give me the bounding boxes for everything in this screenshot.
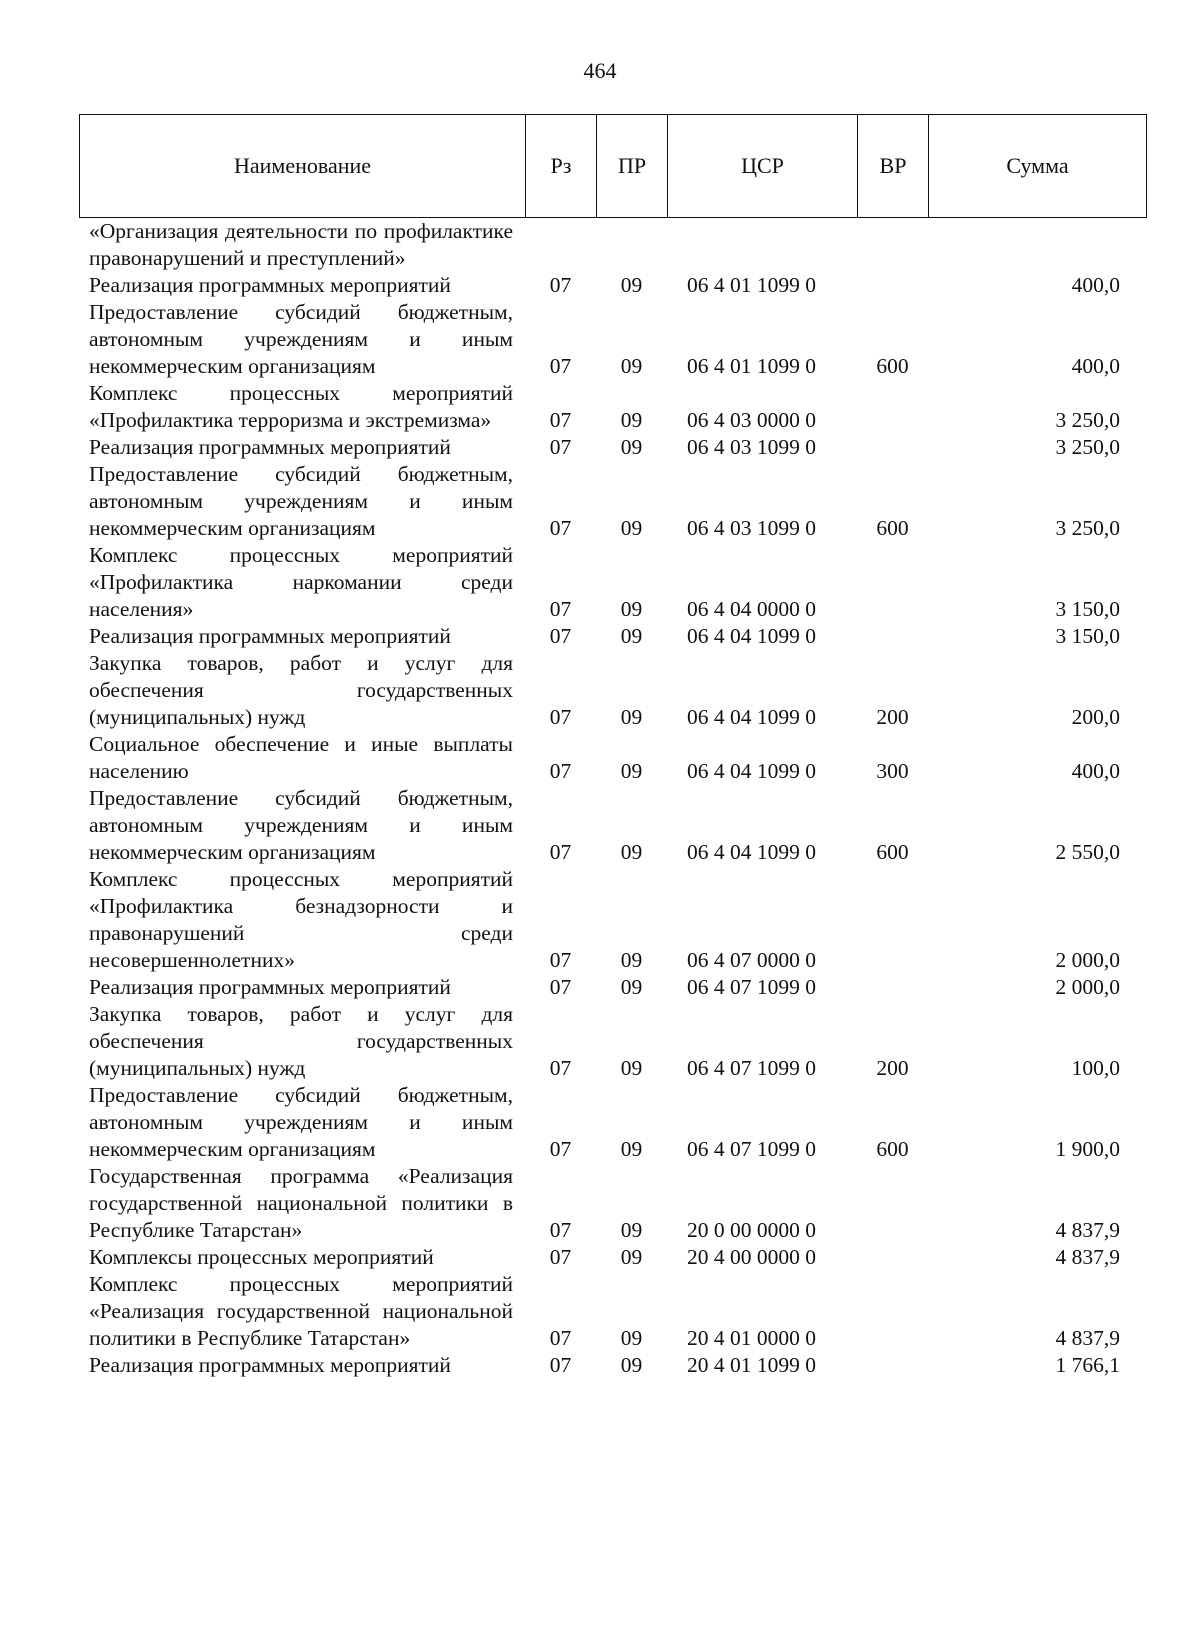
table-row — [79, 299, 1146, 380]
row-csr: 06 4 04 1099 0 — [687, 840, 816, 864]
row-sum: 3 250,0 — [1055, 516, 1120, 540]
row-csr: 20 4 01 0000 0 — [687, 1326, 816, 1350]
row-csr: 06 4 03 1099 0 — [687, 435, 816, 459]
row-sum: 400,0 — [1071, 759, 1120, 783]
row-pr: 09 — [620, 1353, 643, 1377]
row-name: Реализация программных мероприятий — [89, 624, 451, 648]
row-name: Предоставление субсидий бюджетным, автономным учреждениям и иным некоммерческим организациям — [89, 300, 513, 378]
row-csr: 06 4 01 1099 0 — [687, 354, 816, 378]
row-sum: 1 900,0 — [1055, 1137, 1120, 1161]
row-name: Реализация программных мероприятий — [89, 1353, 451, 1377]
table-row — [79, 1001, 1146, 1082]
header-vr: ВР — [858, 115, 929, 218]
row-sum: 4 837,9 — [1055, 1218, 1120, 1242]
row-sum: 400,0 — [1071, 273, 1120, 297]
row-name: Государственная программа «Реализация государственной национальной политики в Республике Татарстан» — [89, 1164, 513, 1242]
row-csr: 06 4 04 1099 0 — [687, 705, 816, 729]
row-pr: 09 — [620, 705, 643, 729]
row-csr: 06 4 07 1099 0 — [687, 1056, 816, 1080]
row-vr: 200 — [876, 1056, 909, 1080]
row-sum: 3 150,0 — [1055, 597, 1120, 621]
row-sum: 2 000,0 — [1055, 975, 1120, 999]
row-name: Комплекс процессных мероприятий «Реализация государственной национальной политики в Республике Татарстан» — [89, 1272, 513, 1350]
table-header — [79, 114, 1147, 218]
row-pr: 09 — [620, 408, 643, 432]
header-csr: ЦСР — [668, 115, 858, 218]
table-row — [79, 650, 1146, 731]
row-pr: 09 — [620, 948, 643, 972]
row-pr: 09 — [620, 516, 643, 540]
table-row — [79, 1244, 1146, 1271]
header-rz: Рз — [526, 115, 597, 218]
row-sum: 200,0 — [1071, 705, 1120, 729]
table-row — [79, 1271, 1146, 1352]
row-name: Закупка товаров, работ и услуг для обеспечения государственных (муниципальных) нужд — [89, 651, 513, 729]
row-rz: 07 — [549, 1326, 572, 1350]
row-name: «Организация деятельности по профилактике правонарушений и преступлений» — [89, 219, 513, 270]
row-sum: 4 837,9 — [1055, 1245, 1120, 1269]
row-name: Социальное обеспечение и иные выплаты населению — [89, 732, 513, 783]
row-rz: 07 — [549, 273, 572, 297]
row-vr: 300 — [876, 759, 909, 783]
row-name: Комплекс процессных мероприятий «Профилактика безнадзорности и правонарушений среди несовершеннолетних» — [89, 867, 513, 972]
table-row — [79, 1163, 1146, 1244]
row-sum: 2 550,0 — [1055, 840, 1120, 864]
row-sum: 3 150,0 — [1055, 624, 1120, 648]
row-name: Предоставление субсидий бюджетным, автономным учреждениям и иным некоммерческим организациям — [89, 786, 513, 864]
table-row — [79, 1082, 1146, 1163]
table-row — [79, 434, 1146, 461]
row-rz: 07 — [549, 705, 572, 729]
row-pr: 09 — [620, 1326, 643, 1350]
row-csr: 20 0 00 0000 0 — [687, 1218, 816, 1242]
row-name: Реализация программных мероприятий — [89, 975, 451, 999]
row-vr: 200 — [876, 705, 909, 729]
row-pr: 09 — [620, 1137, 643, 1161]
row-rz: 07 — [549, 840, 572, 864]
row-rz: 07 — [549, 1137, 572, 1161]
row-sum: 1 766,1 — [1055, 1353, 1120, 1377]
row-sum: 3 250,0 — [1055, 408, 1120, 432]
row-csr: 06 4 07 0000 0 — [687, 948, 816, 972]
row-sum: 4 837,9 — [1055, 1326, 1120, 1350]
table-row — [79, 461, 1146, 542]
row-rz: 07 — [549, 975, 572, 999]
table-row — [79, 1352, 1146, 1379]
row-name: Предоставление субсидий бюджетным, автономным учреждениям и иным некоммерческим организациям — [89, 1083, 513, 1161]
table-row — [79, 218, 1146, 272]
row-pr: 09 — [620, 975, 643, 999]
row-rz: 07 — [549, 948, 572, 972]
table-row — [79, 866, 1146, 974]
row-rz: 07 — [549, 1218, 572, 1242]
row-name: Комплекс процессных мероприятий «Профилактика терроризма и экстремизма» — [89, 381, 513, 432]
row-pr: 09 — [620, 759, 643, 783]
table-row — [79, 731, 1146, 785]
row-sum: 2 000,0 — [1055, 948, 1120, 972]
row-pr: 09 — [620, 435, 643, 459]
table-row — [79, 272, 1146, 299]
row-csr: 20 4 00 0000 0 — [687, 1245, 816, 1269]
row-sum: 100,0 — [1071, 1056, 1120, 1080]
row-rz: 07 — [549, 1245, 572, 1269]
row-name: Комплексы процессных мероприятий — [89, 1245, 434, 1269]
row-pr: 09 — [620, 1218, 643, 1242]
table-row — [79, 785, 1146, 866]
row-pr: 09 — [620, 597, 643, 621]
row-csr: 06 4 04 1099 0 — [687, 624, 816, 648]
row-pr: 09 — [620, 273, 643, 297]
row-name: Реализация программных мероприятий — [89, 273, 451, 297]
row-sum: 3 250,0 — [1055, 435, 1120, 459]
row-name: Предоставление субсидий бюджетным, автономным учреждениям и иным некоммерческим организациям — [89, 462, 513, 540]
row-vr: 600 — [876, 840, 909, 864]
row-csr: 06 4 01 1099 0 — [687, 273, 816, 297]
row-vr: 600 — [876, 1137, 909, 1161]
row-rz: 07 — [549, 1353, 572, 1377]
row-rz: 07 — [549, 759, 572, 783]
row-pr: 09 — [620, 1245, 643, 1269]
row-rz: 07 — [549, 354, 572, 378]
row-rz: 07 — [549, 516, 572, 540]
row-rz: 07 — [549, 624, 572, 648]
table-body — [79, 218, 1146, 1379]
row-rz: 07 — [549, 1056, 572, 1080]
header-name: Наименование — [80, 115, 526, 218]
row-vr: 600 — [876, 516, 909, 540]
row-vr: 600 — [876, 354, 909, 378]
row-rz: 07 — [549, 597, 572, 621]
row-rz: 07 — [549, 435, 572, 459]
row-pr: 09 — [620, 1056, 643, 1080]
row-pr: 09 — [620, 624, 643, 648]
header-sum: Сумма — [929, 115, 1147, 218]
row-csr: 06 4 07 1099 0 — [687, 975, 816, 999]
row-csr: 06 4 04 1099 0 — [687, 759, 816, 783]
row-name: Закупка товаров, работ и услуг для обеспечения государственных (муниципальных) нужд — [89, 1002, 513, 1080]
row-csr: 06 4 03 0000 0 — [687, 408, 816, 432]
table-row — [79, 380, 1146, 434]
row-pr: 09 — [620, 354, 643, 378]
page-number: 464 — [583, 58, 617, 83]
table-row — [79, 542, 1146, 623]
header-pr: ПР — [597, 115, 668, 218]
row-csr: 06 4 04 0000 0 — [687, 597, 816, 621]
row-csr: 06 4 07 1099 0 — [687, 1137, 816, 1161]
row-csr: 06 4 03 1099 0 — [687, 516, 816, 540]
row-pr: 09 — [620, 840, 643, 864]
table-row — [79, 974, 1146, 1001]
row-rz: 07 — [549, 408, 572, 432]
row-name: Комплекс процессных мероприятий «Профилактика наркомании среди населения» — [89, 543, 513, 621]
row-sum: 400,0 — [1071, 354, 1120, 378]
table-row — [79, 623, 1146, 650]
row-csr: 20 4 01 1099 0 — [687, 1353, 816, 1377]
row-name: Реализация программных мероприятий — [89, 435, 451, 459]
